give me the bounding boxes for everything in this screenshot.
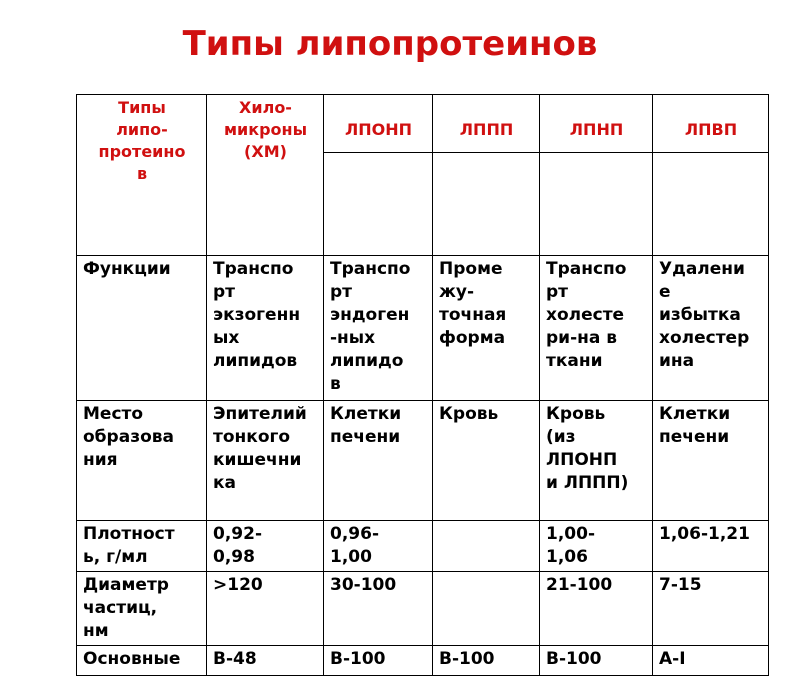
table-cell: Проме жу- точная форма: [433, 256, 540, 401]
header-lpnp-label: ЛПНП: [540, 117, 652, 153]
table-cell: [433, 572, 540, 646]
table-cell: 30-100: [324, 572, 433, 646]
header-lpnp-empty: [540, 175, 652, 233]
table-cell: Транспо рт эндоген -ных липидо в: [324, 256, 433, 401]
table-cell: Кровь: [433, 401, 540, 521]
table-cell: Транспо рт экзогенн ых липидов: [207, 256, 324, 401]
table-cell: А-I: [653, 646, 769, 676]
row-label-functions: Функции: [77, 256, 207, 401]
table-row-origin: [77, 401, 769, 521]
table-cell: 21-100: [540, 572, 653, 646]
header-lppp-empty: [433, 175, 539, 233]
table-cell: 7-15: [653, 572, 769, 646]
header-lpvp-label: ЛПВП: [653, 117, 768, 153]
row-label-apoproteins: Основные: [77, 646, 207, 676]
header-type-label: Типы липо- протеино в: [77, 95, 207, 256]
table-cell: 0,92- 0,98: [207, 521, 324, 572]
table-cell: Удалени е избытка холестер ина: [653, 256, 769, 401]
table-row-functions: [77, 256, 769, 401]
table-cell: 1,00- 1,06: [540, 521, 653, 572]
header-lponp-empty: [324, 175, 432, 233]
table-cell: [433, 521, 540, 572]
header-lpvp: [653, 95, 769, 256]
table-row-apoproteins: [77, 646, 769, 676]
table-cell: 0,96- 1,00: [324, 521, 433, 572]
table-cell: В-48: [207, 646, 324, 676]
slide-title: Типы липопротеинов: [182, 24, 598, 64]
header-lppp: [433, 95, 540, 256]
table-cell: Клетки печени: [324, 401, 433, 521]
table-row-diameter: [77, 572, 769, 646]
table-cell: Эпителий тонкого кишечни ка: [207, 401, 324, 521]
table-cell: Клетки печени: [653, 401, 769, 521]
table-cell: >120: [207, 572, 324, 646]
header-lpnp: [540, 95, 653, 256]
row-label-diameter: Диаметр частиц, нм: [77, 572, 207, 646]
lipoprotein-table: [76, 94, 769, 676]
table-cell: Транспо рт холесте ри-на в ткани: [540, 256, 653, 401]
header-lpvp-empty: [653, 175, 768, 233]
table-cell: Кровь (из ЛПОНП и ЛППП): [540, 401, 653, 521]
header-lponp-label: ЛПОНП: [324, 117, 432, 153]
table-cell: В-100: [540, 646, 653, 676]
header-lponp: [324, 95, 433, 256]
row-label-density: Плотност ь, г/мл: [77, 521, 207, 572]
table-header-row: [77, 95, 769, 256]
row-label-origin: Место образова ния: [77, 401, 207, 521]
header-chylomicrons: Хило- микроны (ХМ): [207, 95, 324, 256]
table-cell: В-100: [433, 646, 540, 676]
table-cell: 1,06-1,21: [653, 521, 769, 572]
table-row-density: [77, 521, 769, 572]
header-lppp-label: ЛППП: [433, 117, 539, 153]
table-cell: В-100: [324, 646, 433, 676]
